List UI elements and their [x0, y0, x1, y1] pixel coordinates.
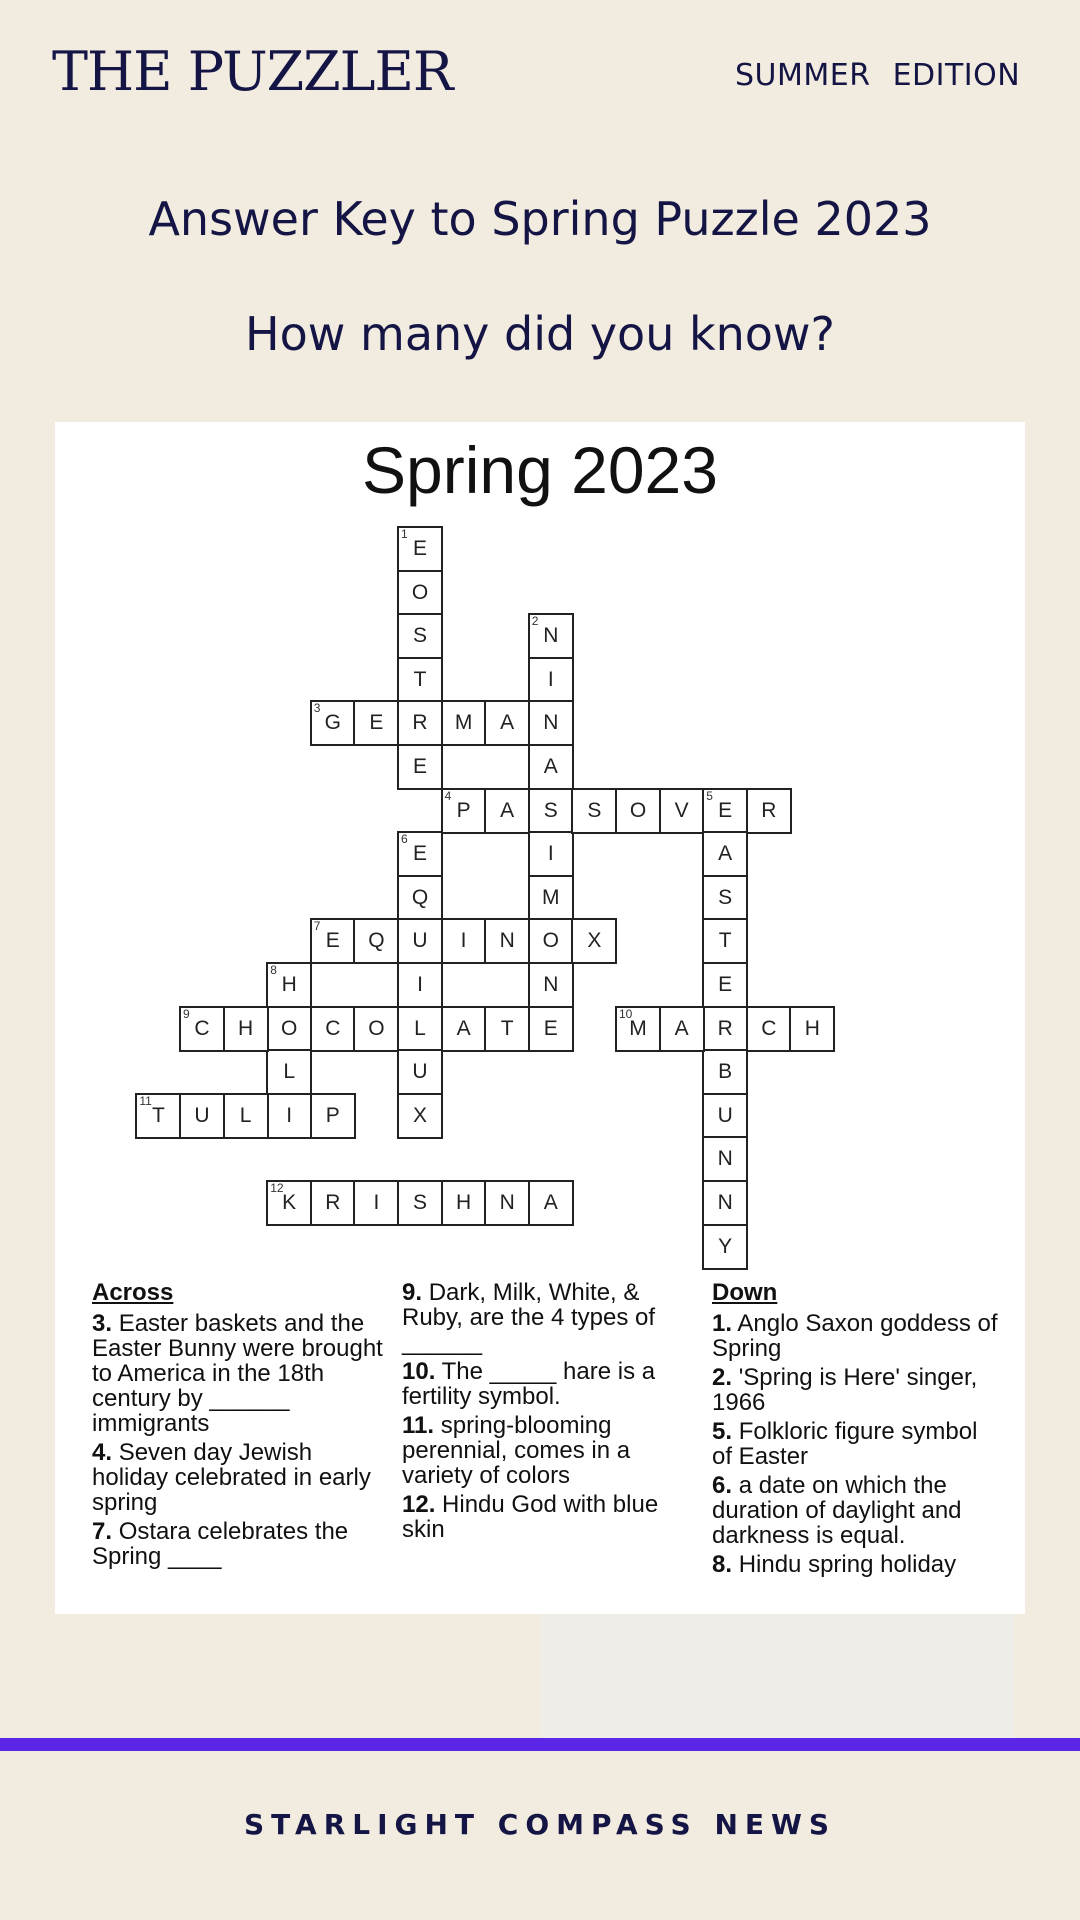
clue-across-10 — [402, 1359, 692, 1409]
crossword-cell — [353, 700, 399, 746]
crossword-cell — [615, 788, 661, 834]
crossword-cell — [266, 962, 312, 1008]
cell-letter: X — [587, 929, 602, 953]
crossword-cell — [528, 613, 574, 659]
cell-letter: Q — [368, 929, 385, 953]
clue-across-7 — [92, 1519, 392, 1569]
cell-letter: A — [500, 711, 515, 735]
crossword-cell — [702, 831, 748, 877]
crossword-cell — [441, 1006, 487, 1052]
cell-letter: A — [543, 755, 558, 778]
cell-letter: B — [718, 1060, 733, 1084]
decorative-panel — [540, 1614, 1014, 1738]
crossword-cell — [571, 788, 617, 834]
cell-letter: E — [412, 755, 427, 778]
cell-letter: R — [412, 711, 428, 735]
clue-across-3 — [92, 1311, 392, 1436]
crossword-cell — [484, 700, 530, 746]
edition-word-summer: SUMMER — [735, 58, 871, 93]
cell-number: 7 — [313, 919, 321, 934]
crossword-cell — [528, 788, 574, 834]
crossword-cell — [528, 1180, 574, 1226]
cell-letter: C — [761, 1016, 777, 1040]
clues-column-2 — [402, 1280, 692, 1546]
crossword-cell — [310, 1180, 356, 1226]
crossword-sheet — [55, 422, 1025, 1614]
crossword-cell — [702, 1136, 748, 1182]
clue-text: Hindu God with blue skin — [402, 1491, 659, 1543]
crossword-cell — [528, 1006, 574, 1052]
cell-letter: O — [411, 580, 429, 604]
cell-letter: H — [804, 1016, 820, 1040]
crossword-cell — [528, 962, 574, 1008]
crossword-cell — [397, 526, 443, 572]
cell-letter: S — [412, 624, 427, 648]
puzzle-title: Spring 2023 — [362, 433, 718, 507]
cell-letter: N — [717, 1147, 733, 1171]
cell-letter: S — [718, 885, 733, 909]
cell-letter: N — [717, 1191, 733, 1214]
crossword-cell — [179, 1006, 225, 1052]
cell-letter: M — [454, 711, 473, 735]
clue-down-1 — [712, 1311, 1002, 1361]
cell-letter: E — [412, 842, 427, 866]
clues-column-3 — [712, 1280, 1002, 1581]
cell-letter: R — [325, 1191, 341, 1214]
page-subheadline: How many did you know? — [245, 307, 835, 361]
clue-text: Folkloric figure symbol of Easter — [712, 1418, 978, 1470]
footer-brand: STARLIGHT COMPASS NEWS — [243, 1808, 837, 1841]
cell-letter: L — [414, 1016, 426, 1040]
clue-down-2 — [712, 1365, 1002, 1415]
cell-letter: Q — [411, 885, 429, 909]
cell-letter: I — [373, 1191, 380, 1214]
cell-letter: I — [286, 1103, 293, 1127]
crossword-cell — [441, 700, 487, 746]
crossword-cell — [659, 788, 705, 834]
cell-letter: I — [417, 973, 423, 996]
crossword-cell — [397, 918, 443, 964]
cell-letter: T — [151, 1103, 165, 1127]
cell-letter: U — [412, 929, 428, 953]
clue-across-9 — [402, 1280, 692, 1355]
cell-number: 10 — [619, 1006, 633, 1021]
crossword-cell — [702, 1180, 748, 1226]
crossword-cell — [528, 700, 574, 746]
crossword-cell — [397, 962, 443, 1008]
crossword-cell — [397, 1180, 443, 1226]
cell-letter: A — [456, 1016, 471, 1040]
crossword-cell — [397, 1049, 443, 1095]
across-heading: Across — [92, 1279, 174, 1306]
crossword-cell — [746, 788, 792, 834]
cell-letter: R — [761, 798, 777, 822]
crossword-cell — [528, 744, 574, 790]
clue-across-12 — [402, 1492, 692, 1542]
clue-text: Dark, Milk, White, & Ruby, are the 4 types of ______ — [402, 1279, 656, 1356]
crossword-cell — [571, 918, 617, 964]
cell-letter: U — [194, 1103, 210, 1127]
crossword-cell — [266, 1006, 312, 1052]
cell-letter: S — [412, 1191, 427, 1214]
clue-down-6 — [712, 1473, 1002, 1548]
crossword-cell — [397, 700, 443, 746]
crossword-cell — [397, 1093, 443, 1139]
crossword-cell — [353, 1180, 399, 1226]
clue-text: The _____ hare is a fertility symbol. — [402, 1358, 656, 1410]
crossword-cell — [484, 918, 530, 964]
clue-number: 1. — [712, 1310, 733, 1337]
cell-letter: L — [239, 1103, 252, 1127]
clue-number: 5. — [712, 1418, 733, 1445]
crossword-cell — [397, 875, 443, 921]
cell-number: 11 — [139, 1093, 152, 1108]
crossword-cell — [397, 613, 443, 659]
crossword-cell — [310, 700, 356, 746]
crossword-cell — [353, 918, 399, 964]
clue-text: Ostara celebrates the Spring ____ — [92, 1518, 349, 1570]
cell-letter: I — [460, 929, 467, 953]
crossword-cell — [789, 1006, 835, 1052]
crossword-cell — [223, 1093, 269, 1139]
cell-letter: R — [717, 1016, 733, 1040]
cell-letter: M — [542, 885, 560, 909]
clue-number: 12. — [402, 1491, 436, 1518]
clue-number: 4. — [92, 1439, 113, 1466]
cell-letter: E — [369, 711, 384, 735]
cell-letter: U — [717, 1103, 733, 1127]
cell-letter: N — [543, 624, 559, 648]
cell-letter: U — [412, 1060, 428, 1084]
cell-letter: E — [718, 798, 733, 822]
cell-letter: Y — [718, 1234, 733, 1258]
cell-letter: G — [324, 711, 341, 735]
crossword-cell — [397, 570, 443, 616]
crossword-cell — [397, 831, 443, 877]
cell-letter: A — [674, 1016, 689, 1040]
down-heading: Down — [712, 1279, 778, 1306]
cell-letter: S — [543, 798, 558, 822]
cell-number: 12 — [270, 1181, 284, 1195]
cell-letter: O — [629, 798, 647, 822]
cell-letter: C — [325, 1016, 341, 1040]
clue-text: 'Spring is Here' singer, 1966 — [712, 1364, 978, 1416]
clue-number: 7. — [92, 1518, 113, 1545]
clue-number: 3. — [92, 1310, 113, 1337]
clues-column-1 — [92, 1280, 392, 1573]
crossword-cell — [179, 1093, 225, 1139]
crossword-cell — [702, 1006, 748, 1052]
cell-letter: I — [547, 842, 554, 866]
crossword-cell — [659, 1006, 705, 1052]
cell-letter: H — [456, 1191, 472, 1214]
cell-letter: E — [325, 929, 340, 953]
crossword-cell — [310, 918, 356, 964]
cell-letter: O — [542, 929, 559, 953]
cell-letter: M — [629, 1016, 647, 1040]
clue-number: 8. — [712, 1551, 733, 1578]
clue-text: Easter baskets and the Easter Bunny were brought to America in the 18th century by ______ immigrants — [92, 1310, 383, 1437]
cell-letter: P — [456, 798, 471, 822]
crossword-cell — [353, 1006, 399, 1052]
cell-letter: V — [674, 798, 689, 822]
clue-number: 6. — [712, 1472, 733, 1499]
crossword-cell — [441, 1180, 487, 1226]
crossword-cell — [135, 1093, 181, 1139]
cell-letter: I — [547, 667, 554, 691]
cell-number: 1 — [401, 527, 408, 541]
clue-number: 2. — [712, 1364, 733, 1391]
crossword-cell — [441, 918, 487, 964]
crossword-cell — [528, 875, 574, 921]
crossword-cell — [484, 788, 530, 834]
crossword-cell — [702, 918, 748, 964]
crossword-cell — [484, 1006, 530, 1052]
crossword-cell — [702, 962, 748, 1008]
crossword-cell — [702, 1224, 748, 1270]
crossword-cell — [702, 1093, 748, 1139]
cell-letter: E — [718, 973, 733, 996]
cell-letter: C — [194, 1016, 210, 1040]
cell-letter: T — [500, 1016, 514, 1040]
clue-text: Hindu spring holiday — [738, 1551, 957, 1578]
cell-letter: A — [500, 798, 515, 822]
crossword-cell — [528, 918, 574, 964]
cell-letter: N — [543, 973, 559, 996]
clue-text: Anglo Saxon goddess of Spring — [712, 1310, 998, 1362]
accent-rule — [0, 1738, 1080, 1751]
crossword-cell — [528, 831, 574, 877]
clue-text: spring-blooming perennial, comes in a variety of colors — [402, 1412, 631, 1489]
clue-down-8 — [712, 1552, 1002, 1577]
crossword-cell — [397, 1006, 443, 1052]
cell-number: 4 — [444, 788, 452, 803]
crossword-cell — [266, 1180, 312, 1226]
cell-letter: E — [543, 1016, 558, 1040]
crossword-cell — [615, 1006, 661, 1052]
clue-across-11 — [402, 1413, 692, 1488]
cell-letter: K — [282, 1191, 297, 1214]
crossword-cell — [266, 1093, 312, 1139]
cell-number: 9 — [183, 1006, 190, 1021]
cell-letter: H — [238, 1016, 254, 1040]
clue-text: Seven day Jewish holiday celebrated in early spring — [92, 1439, 371, 1516]
crossword-cell — [746, 1006, 792, 1052]
cell-number: 2 — [531, 614, 539, 629]
clue-text: a date on which the duration of daylight and darkness is equal. — [712, 1472, 962, 1549]
cell-letter: P — [325, 1103, 340, 1127]
cell-letter: N — [499, 1191, 515, 1214]
edition-word-edition: EDITION — [892, 58, 1021, 93]
cell-number: 8 — [270, 963, 277, 977]
crossword-cell — [702, 1049, 748, 1095]
cell-letter: O — [281, 1016, 298, 1040]
crossword-cell — [702, 875, 748, 921]
crossword-cell — [223, 1006, 269, 1052]
crossword-cell — [484, 1180, 530, 1226]
crossword-cell — [310, 1006, 356, 1052]
cell-letter: T — [413, 667, 427, 691]
page-headline: Answer Key to Spring Puzzle 2023 — [148, 192, 932, 246]
cell-letter: T — [718, 929, 732, 953]
cell-number: 3 — [313, 701, 321, 716]
cell-number: 6 — [401, 832, 408, 847]
clue-number: 11. — [402, 1412, 435, 1439]
crossword-cell — [266, 1049, 312, 1095]
masthead-logo: THE PUZZLER — [52, 40, 453, 103]
cell-letter: L — [283, 1060, 296, 1084]
clue-down-5 — [712, 1419, 1002, 1469]
cell-letter: S — [587, 798, 602, 822]
cell-letter: O — [368, 1016, 385, 1040]
cell-letter: A — [543, 1191, 558, 1214]
clue-number: 10. — [402, 1358, 436, 1385]
crossword-cell — [310, 1093, 356, 1139]
cell-letter: E — [412, 537, 427, 560]
crossword-cell — [397, 657, 443, 703]
crossword-cell — [702, 788, 748, 834]
cell-letter: N — [499, 929, 515, 953]
cell-letter: X — [412, 1103, 427, 1127]
cell-number: 5 — [706, 788, 713, 803]
crossword-cell — [397, 744, 443, 790]
clue-number: 9. — [402, 1279, 423, 1306]
cell-letter: A — [718, 842, 733, 866]
clue-across-4 — [92, 1440, 392, 1515]
edition-label — [735, 58, 1020, 93]
cell-letter: H — [281, 973, 297, 996]
crossword-cell — [528, 657, 574, 703]
cell-letter: N — [543, 711, 559, 735]
crossword-cell — [441, 788, 487, 834]
